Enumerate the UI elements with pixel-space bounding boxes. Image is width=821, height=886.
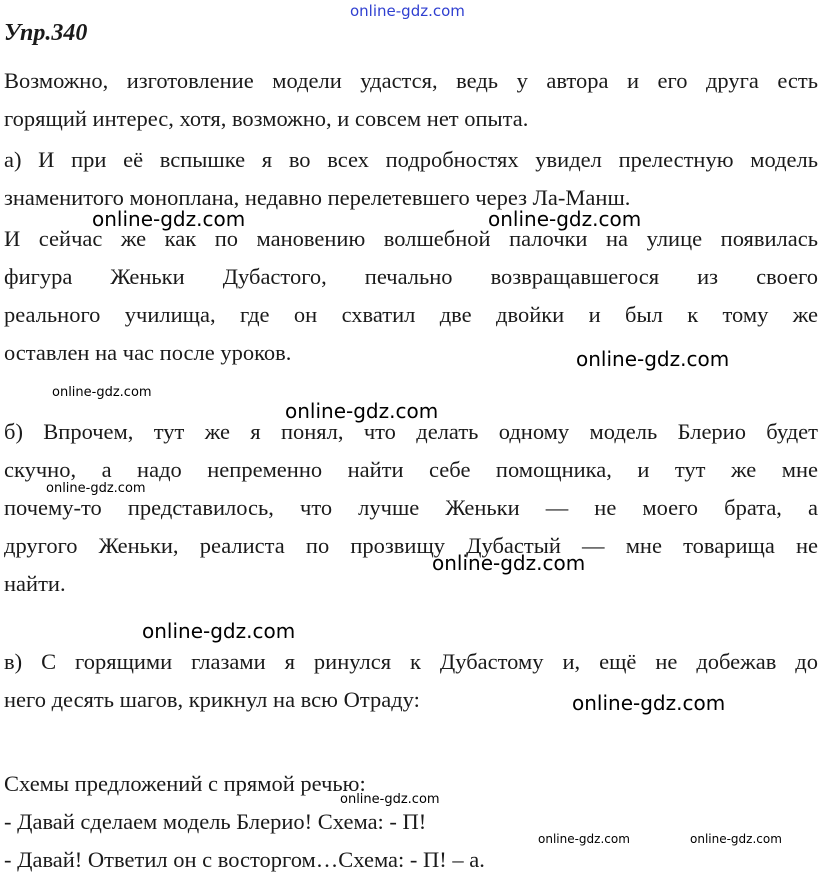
watermark: online-gdz.com (538, 832, 630, 846)
watermark: online-gdz.com (285, 399, 439, 423)
watermark: online-gdz.com (340, 792, 440, 807)
watermark: online-gdz.com (572, 691, 726, 715)
exercise-title: Упр.340 (4, 20, 88, 46)
watermark: online-gdz.com (432, 551, 586, 575)
text-line: реального училища, где он схватил две двойки и был к тому же (4, 302, 818, 327)
text-line: знаменитого моноплана, недавно перелетевшего через Ла-Манш. (4, 185, 631, 210)
paragraph-b (4, 413, 818, 603)
text-line: горящий интерес, хотя, возможно, и совсем нет опыта. (4, 106, 529, 131)
intro-paragraph (4, 62, 818, 138)
watermark-top: online-gdz.com (350, 2, 465, 20)
text-line: фигура Женьки Дубастого, печально возвращавшегося из своего (4, 264, 818, 289)
text-line: а) И при её вспышке я во всех подробностях увидел прелестную модель (4, 147, 818, 172)
schemes-block (4, 765, 818, 879)
text-line: б) Впрочем, тут же я понял, что делать одному модель Блерио будет (4, 419, 818, 444)
schemes-heading: Схемы предложений с прямой речью: (4, 771, 366, 796)
scheme-line: - Давай! Ответил он с восторгом…Схема: - П! – а. (4, 847, 485, 872)
watermark: online-gdz.com (488, 207, 642, 231)
watermark: online-gdz.com (92, 207, 246, 231)
text-line: другого Женьки, реалиста по прозвищу Дубастый — мне товарища не (4, 533, 818, 558)
text-line: оставлен на час после уроков. (4, 340, 292, 365)
watermark: online-gdz.com (52, 385, 152, 400)
text-line: в) С горящими глазами я ринулся к Дубастому и, ещё не добежав до (4, 649, 818, 674)
text-line: него десять шагов, крикнул на всю Отраду: (4, 687, 420, 712)
paragraph-a (4, 141, 818, 217)
text-line: Возможно, изготовление модели удастся, ведь у автора и его друга есть (4, 68, 818, 93)
watermark: online-gdz.com (46, 481, 146, 496)
text-line: почему-то представилось, что лучше Женьки — не моего брата, а (4, 495, 818, 520)
watermark: online-gdz.com (576, 347, 730, 371)
text-line: И сейчас же как по мановению волшебной палочки на улице появилась (4, 226, 818, 251)
text-line: скучно, а надо непременно найти себе помощника, и тут же мне (4, 457, 818, 482)
watermark: online-gdz.com (142, 619, 296, 643)
scheme-line: - Давай сделаем модель Блерио! Схема: - П! (4, 809, 427, 834)
text-line: найти. (4, 571, 66, 596)
watermark: online-gdz.com (690, 832, 782, 846)
